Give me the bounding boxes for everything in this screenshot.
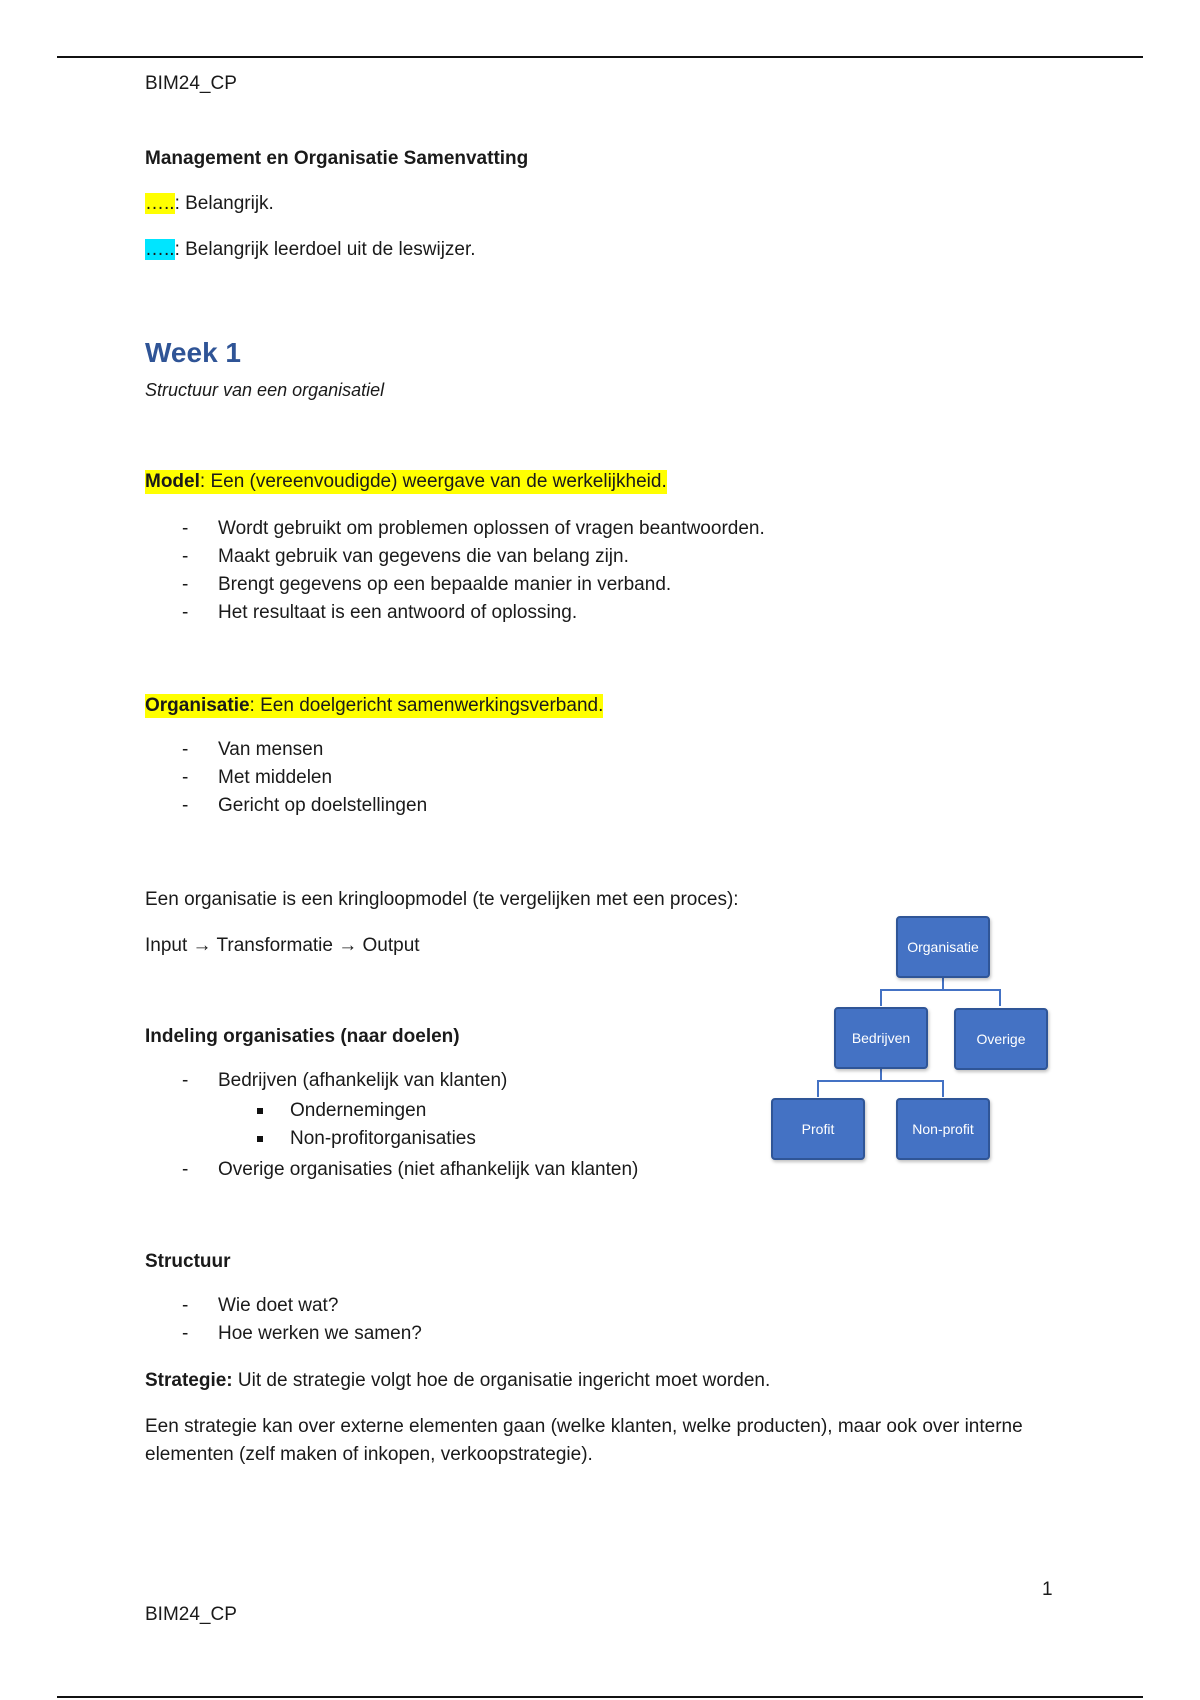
list-item: - Maakt gebruik van gegevens die van belang zijn. xyxy=(182,546,629,567)
list-item: Non-profitorganisaties xyxy=(290,1125,476,1153)
strategie-line xyxy=(145,1369,770,1393)
week-heading: Week 1 xyxy=(145,337,241,368)
strategie-label: Strategie: xyxy=(145,1370,233,1391)
legend-yellow-marker: ….. xyxy=(145,193,175,214)
connector xyxy=(942,976,944,990)
connector xyxy=(817,1080,944,1082)
org-node-non-profit: Non-profit xyxy=(896,1098,990,1160)
list-item: - Brengt gegevens op een bepaalde manier in verband. xyxy=(182,574,672,595)
org-node-organisatie: Organisatie xyxy=(896,916,990,978)
model-term: Model xyxy=(145,471,200,492)
indeling-sublist xyxy=(290,1097,476,1153)
list-item: - Gericht op doelstellingen xyxy=(182,795,428,816)
list-item: - Met middelen xyxy=(182,767,333,788)
organisatie-term: Organisatie xyxy=(145,695,250,716)
model-definition xyxy=(145,470,667,494)
header-doc-code: BIM24_CP xyxy=(145,73,237,94)
strategie-text: Uit de strategie volgt hoe de organisatie ingericht moet worden. xyxy=(232,1370,771,1391)
week-subtitle: Structuur van een organisatiel xyxy=(145,380,385,400)
organisatie-definition-text: : Een doelgericht samenwerkingsverband. xyxy=(249,695,604,716)
legend-learning-goal xyxy=(145,238,476,262)
list-item: - Overige organisaties (niet afhankelijk van klanten) xyxy=(182,1159,639,1180)
org-node-overige: Overige xyxy=(954,1008,1048,1070)
kringloop-intro: Een organisatie is een kringloopmodel (te vergelijken met een proces): xyxy=(145,889,739,910)
model-list xyxy=(182,515,765,627)
kringloop-flow: Input → Transformatie → Output xyxy=(145,935,420,956)
indeling-heading: Indeling organisaties (naar doelen) xyxy=(145,1026,460,1047)
organisatie-definition xyxy=(145,694,603,718)
connector xyxy=(880,989,882,1006)
indeling-list xyxy=(182,1067,508,1095)
model-definition-text: : Een (vereenvoudigde) weergave van de werkelijkheid. xyxy=(199,471,667,492)
page-number: 1 xyxy=(1042,1579,1053,1600)
list-item: - Wordt gebruikt om problemen oplossen of vragen beantwoorden. xyxy=(182,518,765,539)
legend-cyan-text: : Belangrijk leerdoel uit de leswijzer. xyxy=(174,239,476,260)
connector xyxy=(880,1067,882,1081)
legend-cyan-marker: ….. xyxy=(145,239,175,260)
strategie-paragraph: Een strategie kan over externe elementen gaan (welke klanten, welke producten), maar ook over interne elementen (zelf maken of inkopen, verkoopstrategie). xyxy=(145,1416,1023,1465)
list-item: Ondernemingen xyxy=(290,1097,476,1125)
structuur-heading: Structuur xyxy=(145,1251,231,1272)
top-rule xyxy=(57,56,1143,58)
list-item: - Bedrijven (afhankelijk van klanten) xyxy=(182,1070,508,1091)
indeling-list-2 xyxy=(182,1156,639,1184)
connector xyxy=(942,1080,944,1097)
bottom-rule xyxy=(57,1696,1143,1698)
legend-yellow-text: : Belangrijk. xyxy=(174,193,274,214)
org-node-profit: Profit xyxy=(771,1098,865,1160)
document-title: Management en Organisatie Samenvatting xyxy=(145,148,529,169)
org-node-bedrijven: Bedrijven xyxy=(834,1007,928,1069)
list-item: - Van mensen xyxy=(182,739,324,760)
footer-doc-code: BIM24_CP xyxy=(145,1604,237,1625)
connector xyxy=(880,989,1001,991)
legend-important xyxy=(145,192,274,216)
connector xyxy=(999,989,1001,1006)
list-item: - Hoe werken we samen? xyxy=(182,1323,422,1344)
connector xyxy=(817,1080,819,1097)
list-item: - Het resultaat is een antwoord of oplossing. xyxy=(182,602,578,623)
list-item: - Wie doet wat? xyxy=(182,1295,339,1316)
organisatie-list xyxy=(182,736,428,820)
structuur-list xyxy=(182,1292,422,1348)
